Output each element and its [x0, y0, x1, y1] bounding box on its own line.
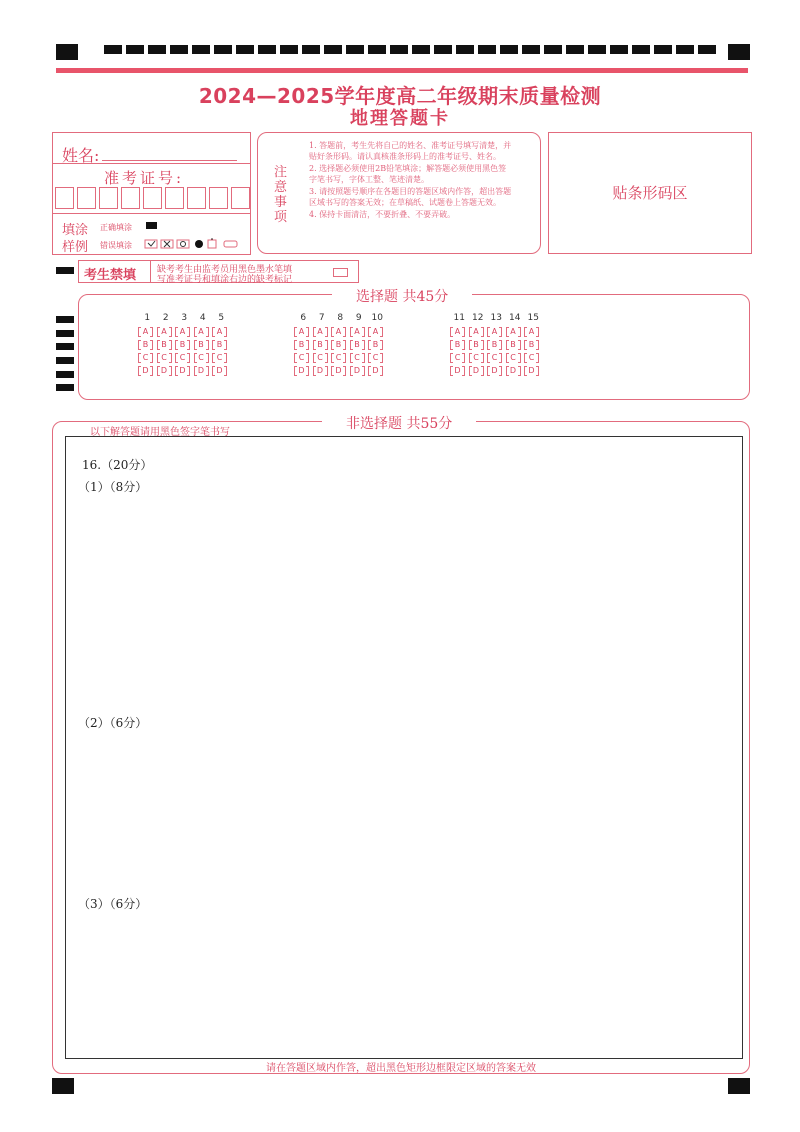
wrong-fill-label: 错误填涂: [100, 241, 132, 250]
absent-label: 考生禁填: [84, 268, 137, 283]
non-mcq-instruction: 以下解答题请用黑色签字笔书写: [90, 427, 230, 438]
question-numbers: 11 12 13 14 15: [453, 313, 539, 323]
answer-area-q16[interactable]: [65, 436, 743, 1059]
notice-item: 4. 保持卡面清洁，不要折叠、不要弄破。: [309, 210, 456, 219]
option-row-b[interactable]: B B B B B: [294, 340, 387, 353]
correct-fill-mark: [146, 222, 157, 229]
barcode-label: 贴条形码区: [612, 184, 688, 202]
notice-item: 3. 请按照题号顺序在各题目的答题区域内作答，超出答题区域书写的答案无效；在草稿纸、试题卷上答题无效。: [309, 187, 512, 207]
id-label: 准考证号:: [104, 169, 185, 187]
mcq-title: 选择题 共45分: [332, 286, 472, 306]
option-row-d[interactable]: D D D D D: [450, 366, 543, 379]
timing-track-top: [104, 45, 716, 54]
absent-mark-box[interactable]: [333, 268, 348, 277]
divider: [150, 260, 151, 283]
absent-note-line1: 缺考考生由监考员用黑色墨水笔填: [157, 265, 293, 275]
option-row-a[interactable]: A A A A A: [450, 327, 543, 340]
divider: [52, 163, 251, 164]
timing-mark: [56, 267, 74, 274]
header-rule: [56, 68, 748, 73]
non-mcq-title: 非选择题 共55分: [322, 413, 476, 433]
wrong-fill-examples-icon: [144, 238, 240, 250]
timing-mark-bottom-right: [728, 1078, 750, 1094]
exam-subtitle: 地理答题卡: [350, 108, 450, 129]
option-row-b[interactable]: B B B B B: [138, 340, 231, 353]
part-2-label: （2）（6分）: [78, 716, 148, 730]
part-3-label: （3）（6分）: [78, 897, 148, 911]
id-number-cells[interactable]: [55, 187, 253, 209]
notice-item: 1. 答题前，考生先将自己的姓名、准考证号填写清楚，并贴好条形码。请认真核准条形码上的准考证号、姓名。: [309, 141, 512, 161]
timing-mark-bottom-left: [52, 1078, 74, 1094]
option-row-c[interactable]: C C C C C: [138, 353, 231, 366]
fill-sample-label-1: 填涂: [62, 223, 89, 238]
divider: [52, 213, 251, 214]
option-row-d[interactable]: D D D D D: [138, 366, 231, 379]
part-1-label: （1）（8分）: [78, 480, 148, 494]
exam-title: 2024—2025学年度高二年级期末质量检测: [198, 84, 602, 108]
question-16-label: 16.（20分）: [82, 458, 153, 472]
mcq-group-1: [138, 313, 231, 379]
option-row-c[interactable]: C C C C C: [294, 353, 387, 366]
correct-fill-label: 正确填涂: [100, 223, 132, 232]
mcq-group-3: [450, 313, 543, 379]
fill-sample-label-2: 样例: [62, 240, 89, 255]
notice-list: [309, 140, 514, 221]
option-row-a[interactable]: A A A A A: [138, 327, 231, 340]
absent-note-line2: 写准考证号和填涂右边的缺考标记: [157, 275, 293, 285]
name-label: 姓名:: [62, 146, 100, 165]
question-numbers: 1 2 3 4 5: [144, 313, 225, 323]
timing-mark-top-right: [728, 44, 750, 60]
notice-label: 注 意 事 项: [274, 165, 288, 225]
notice-item: 2. 选择题必须使用2B铅笔填涂；解答题必须使用黑色签字笔书写，字体工整、笔迹清楚。: [309, 164, 507, 184]
option-row-d[interactable]: D D D D D: [294, 366, 387, 379]
answer-area-footer: 请在答题区域内作答，超出黑色矩形边框限定区域的答案无效: [266, 1063, 536, 1074]
option-row-a[interactable]: A A A A A: [294, 327, 387, 340]
option-row-b[interactable]: B B B B B: [450, 340, 543, 353]
timing-mark-top-left: [56, 44, 78, 60]
mcq-group-2: [294, 313, 387, 379]
name-field[interactable]: [102, 160, 237, 161]
option-row-c[interactable]: C C C C C: [450, 353, 543, 366]
question-numbers: 6 7 8 9 10: [300, 313, 383, 323]
